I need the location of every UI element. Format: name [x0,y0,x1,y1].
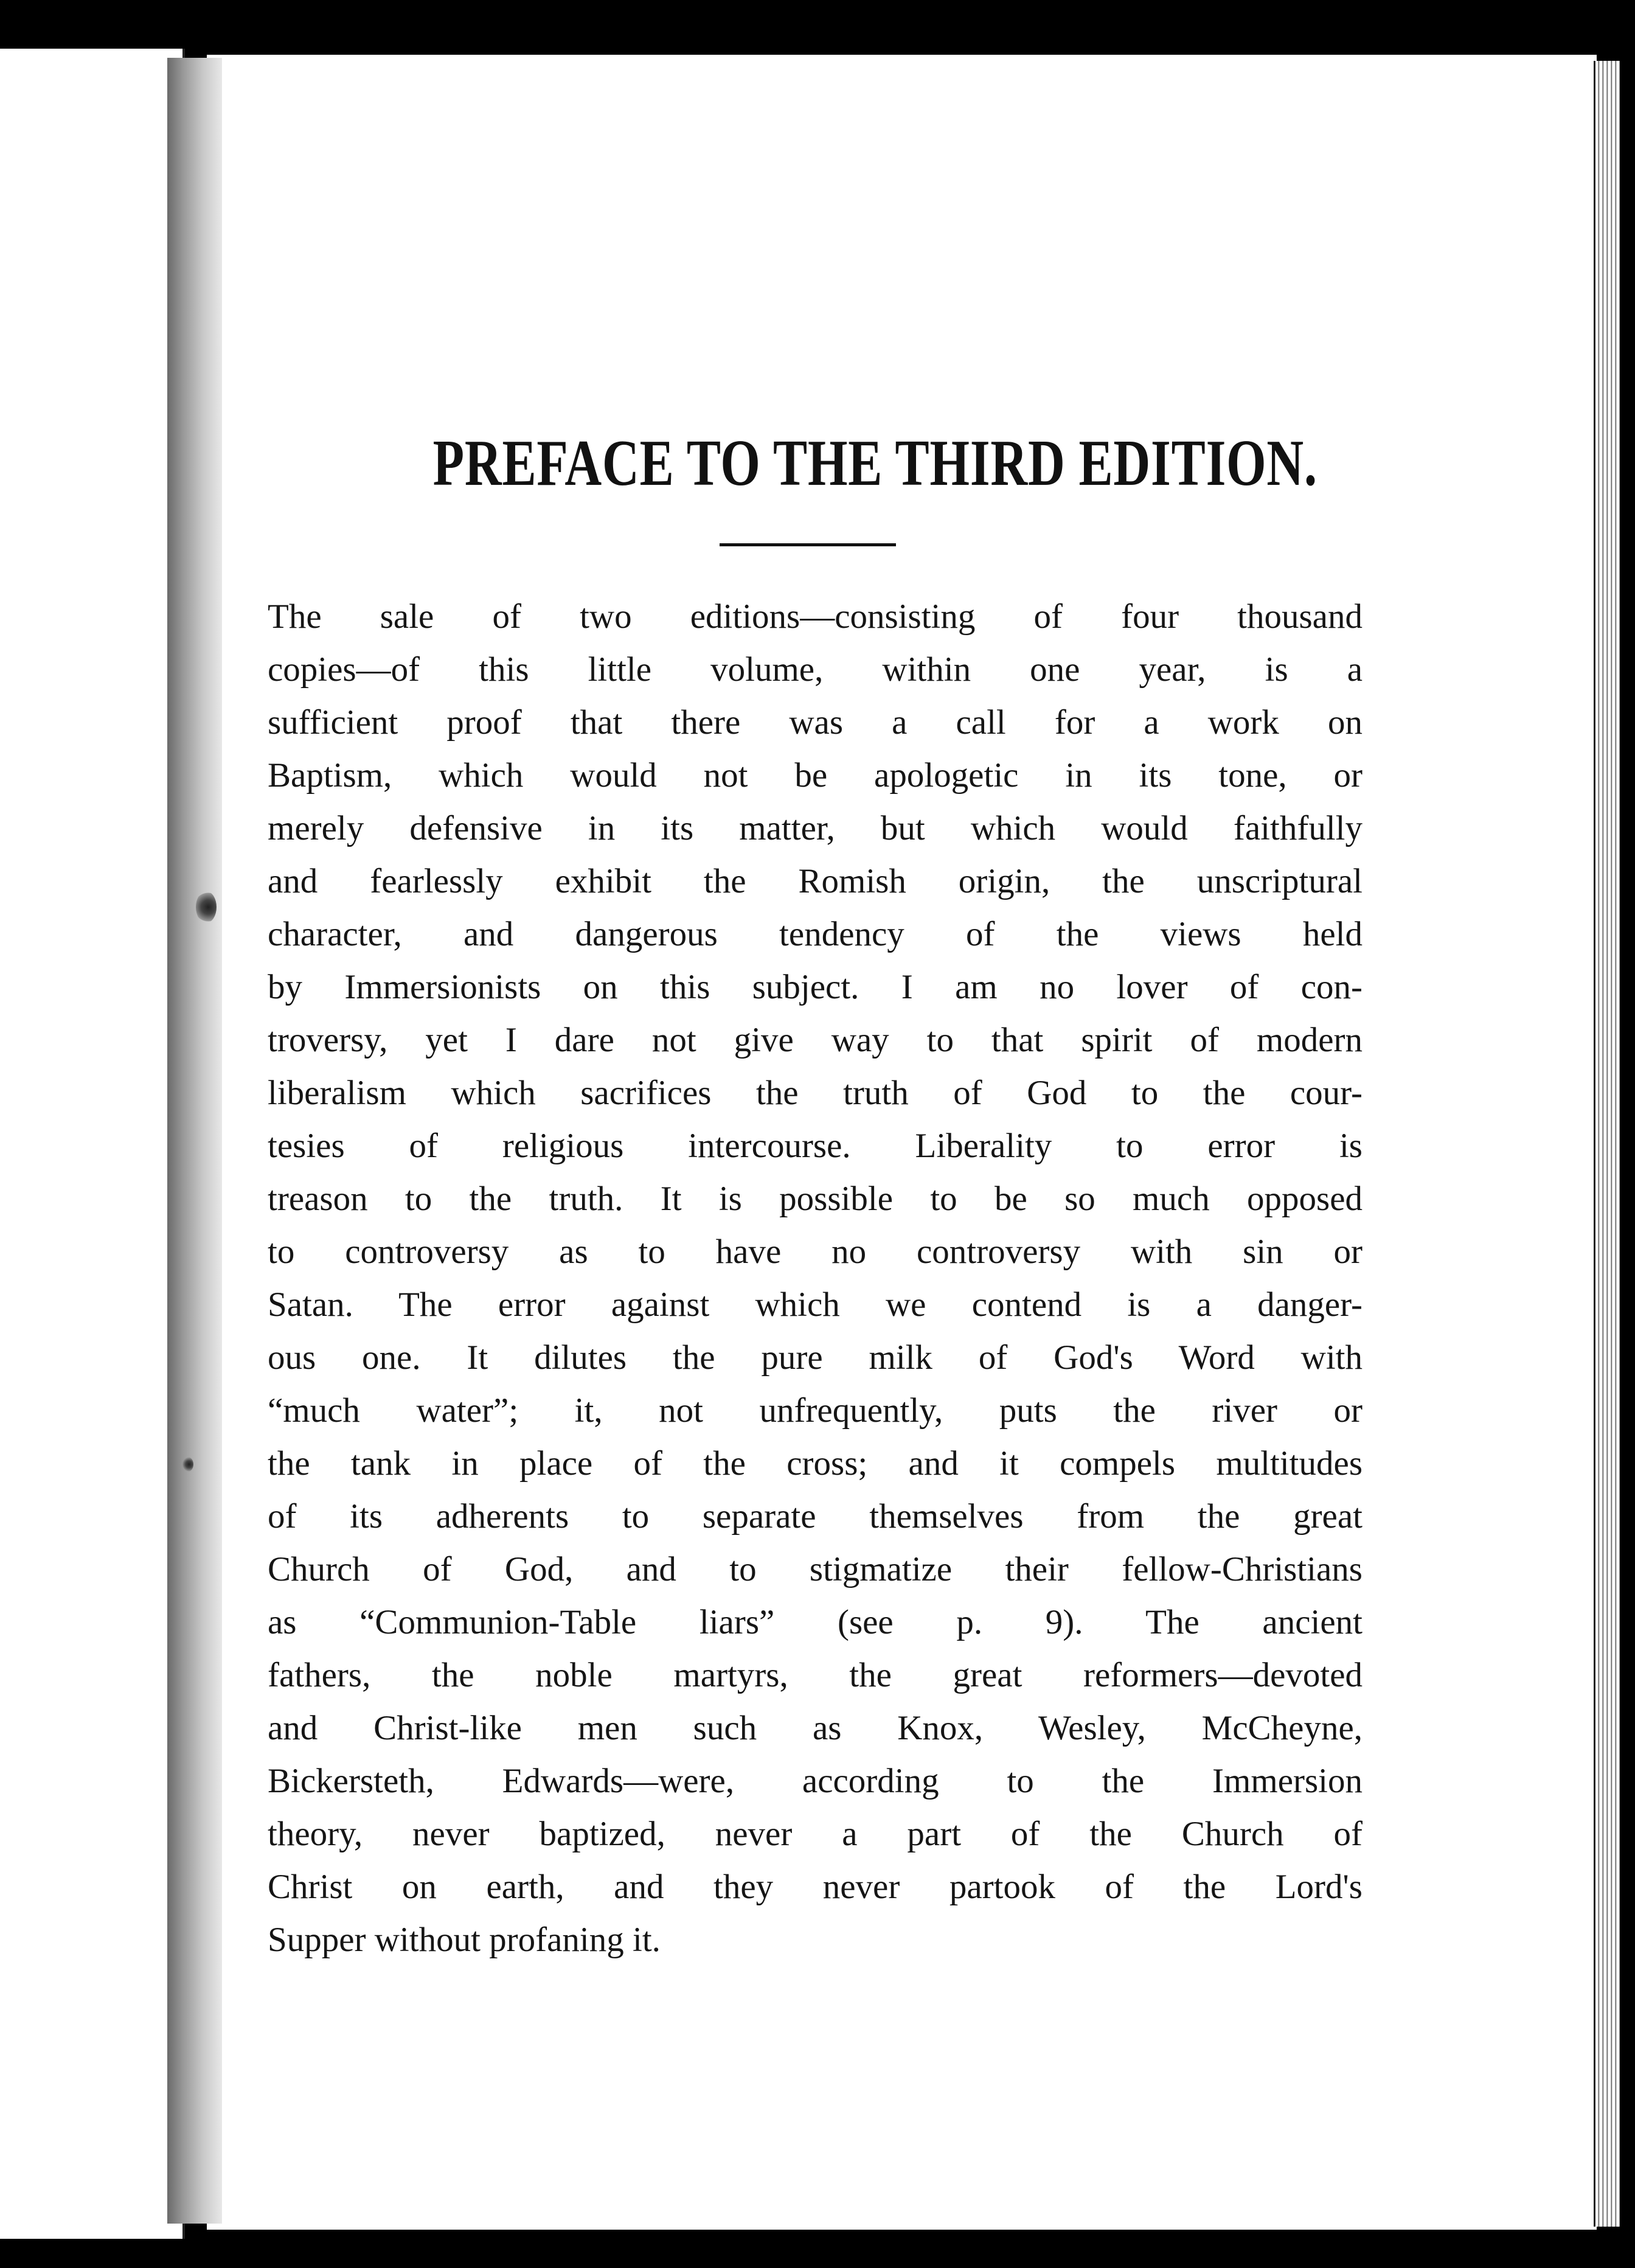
text-line: tesies of religious intercourse. Liberality to error is [268,1127,1362,1165]
text-line: merely defensive in its matter, but which would faithfully [268,809,1362,847]
left-page-edge [0,49,185,2239]
text-line: Church of God, and to stigmatize their fellow-Christians [268,1550,1362,1588]
text-line: The sale of two editions—consisting of four thousand [268,597,1362,636]
text-line: and fearlessly exhibit the Romish origin, the unscriptural [268,862,1362,900]
text-line: Bickersteth, Edwards—were, according to the Immersion [268,1762,1362,1800]
page-stack-edge [1594,61,1620,2227]
text-line: liberalism which sacrifices the truth of God to the cour- [268,1074,1362,1112]
preface-body [268,590,1362,1966]
text-line: by Immersionists on this subject. I am no lover of con- [268,968,1362,1006]
text-line: the tank in place of the cross; and it compels multitudes [268,1444,1362,1483]
text-line: theory, never baptized, never a part of the Church of [268,1815,1362,1853]
text-line: treason to the truth. It is possible to be so much opposed [268,1180,1362,1218]
text-line: character, and dangerous tendency of the views held [268,915,1362,953]
text-line: fathers, the noble martyrs, the great reformers—devoted [268,1656,1362,1694]
text-line: “much water”; it, not unfrequently, puts the river or [268,1391,1362,1430]
text-line: Christ on earth, and they never partook of the Lord's [268,1868,1362,1906]
title-rule [720,543,896,546]
text-line: sufficient proof that there was a call for a work on [268,703,1362,742]
binding-hole-mark-small [182,1457,193,1472]
text-line: and Christ-like men such as Knox, Wesley, McCheyne, [268,1709,1362,1747]
text-line: copies—of this little volume, within one year, is a [268,650,1362,689]
text-line: Satan. The error against which we contend is a danger- [268,1285,1362,1324]
text-line: ous one. It dilutes the pure milk of God's Word with [268,1338,1362,1377]
text-line: Supper without profaning it. [268,1921,661,1959]
text-line: as “Communion-Table liars” (see p. 9). The ancient [268,1603,1362,1641]
text-line: to controversy as to have no controversy with sin or [268,1233,1362,1271]
text-line: Baptism, which would not be apologetic in its tone, or [268,756,1362,795]
text-line: troversy, yet I dare not give way to that spirit of modern [268,1021,1362,1059]
page-title: PREFACE TO THE THIRD EDITION. [432,427,1317,499]
text-line: of its adherents to separate themselves from the great [268,1497,1362,1536]
page-gutter-shadow [167,58,222,2224]
binding-hole-mark [196,891,217,923]
